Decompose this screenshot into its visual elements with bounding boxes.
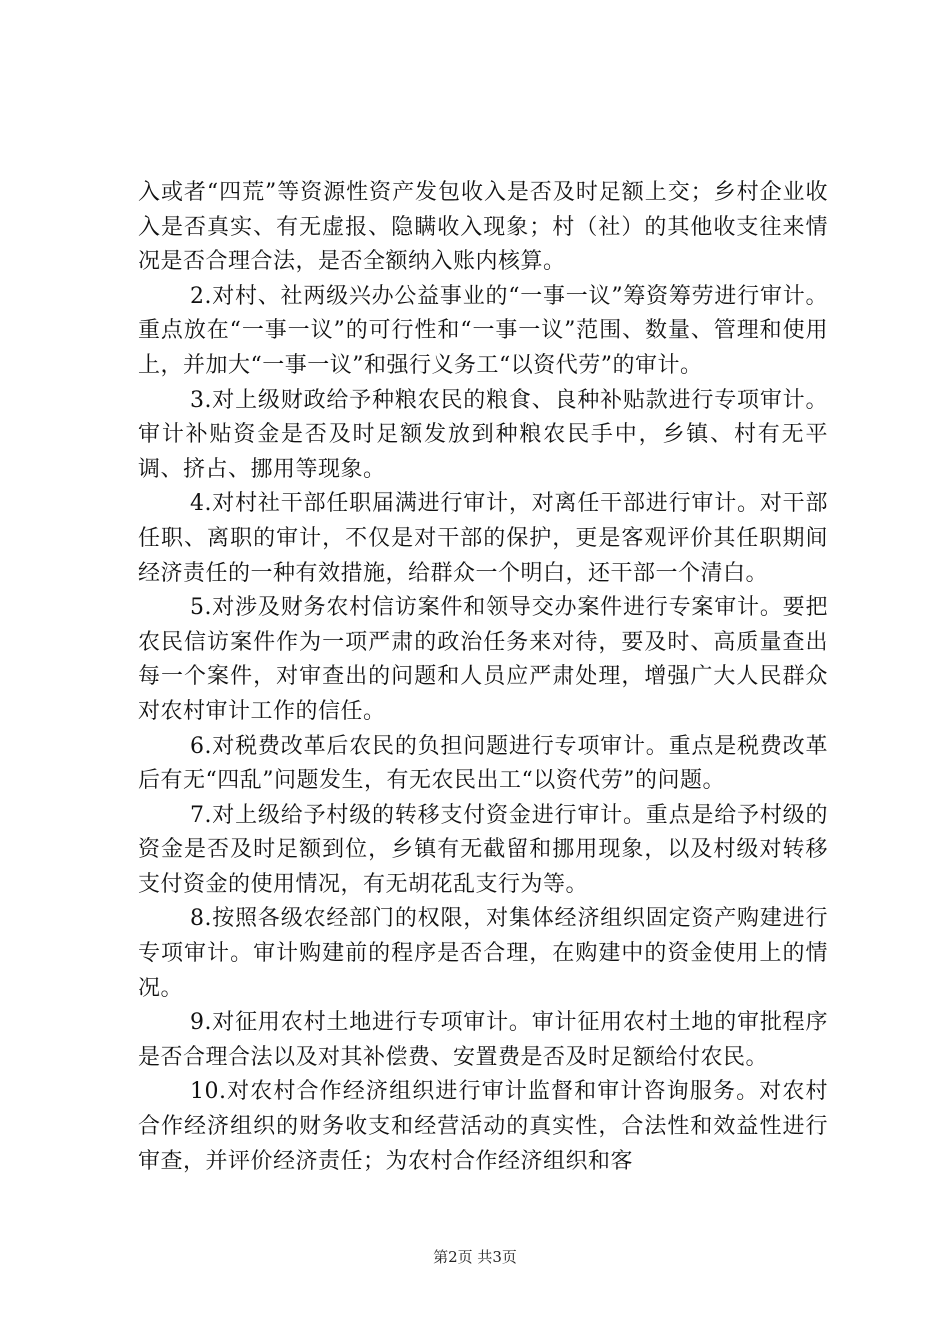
paragraph-item-2: 2.对村、社两级兴办公益事业的“一事一议”筹资筹劳进行审计。重点放在“一事一议”的可行性和“一事一议”范围、数量、管理和使用上，并加大“一事一议”和强行义务工“以资代劳”的审计。: [138, 283, 828, 378]
paragraph-item-7: 7.对上级给予村级的转移支付资金进行审计。重点是给予村级的资金是否及时足额到位，乡镇有无截留和挪用现象，以及村级对转移支付资金的使用情况，有无胡花乱支行为等。: [138, 802, 828, 897]
page-footer: [0, 1246, 950, 1267]
paragraph-item-4: 4.对村社干部任职届满进行审计，对离任干部进行审计。对干部任职、离职的审计，不仅是对干部的保护，更是客观评价其任职期间经济责任的一种有效措施，给群众一个明白，还干部一个清白。: [138, 491, 828, 586]
page-number: 第2页 共3页: [433, 1248, 517, 1266]
paragraph-continued: 入或者“四荒”等资源性资产发包收入是否及时足额上交；乡村企业收入是否真实、有无虚报、隐瞒收入现象；村（社）的其他收支往来情况是否合理合法，是否全额纳入账内核算。: [138, 180, 828, 275]
paragraph-item-6: 6.对税费改革后农民的负担问题进行专项审计。重点是税费改革后有无“四乱”问题发生，有无农民出工“以资代劳”的问题。: [138, 733, 828, 794]
paragraph-item-10: 10.对农村合作经济组织进行审计监督和审计咨询服务。对农村合作经济组织的财务收支和经营活动的真实性，合法性和效益性进行审查，并评价经济责任；为农村合作经济组织和客: [138, 1079, 828, 1174]
paragraph-item-9: 9.对征用农村土地进行专项审计。审计征用农村土地的审批程序是否合理合法以及对其补偿费、安置费是否及时足额给付农民。: [138, 1010, 828, 1070]
paragraph-item-8: 8.按照各级农经部门的权限，对集体经济组织固定资产购建进行专项审计。审计购建前的程序是否合理，在购建中的资金使用上的情况。: [138, 906, 828, 1001]
paragraph-item-3: 3.对上级财政给予种粮农民的粮食、良种补贴款进行专项审计。审计补贴资金是否及时足额发放到种粮农民手中，乡镇、村有无平调、挤占、挪用等现象。: [138, 387, 828, 482]
document-body: [138, 176, 828, 1179]
paragraph-item-5: 5.对涉及财务农村信访案件和领导交办案件进行专案审计。要把农民信访案件作为一项严肃的政治任务来对待，要及时、高质量查出每一个案件，对审查出的问题和人员应严肃处理，增强广大人民群众对农村审计工作的信任。: [138, 595, 828, 724]
